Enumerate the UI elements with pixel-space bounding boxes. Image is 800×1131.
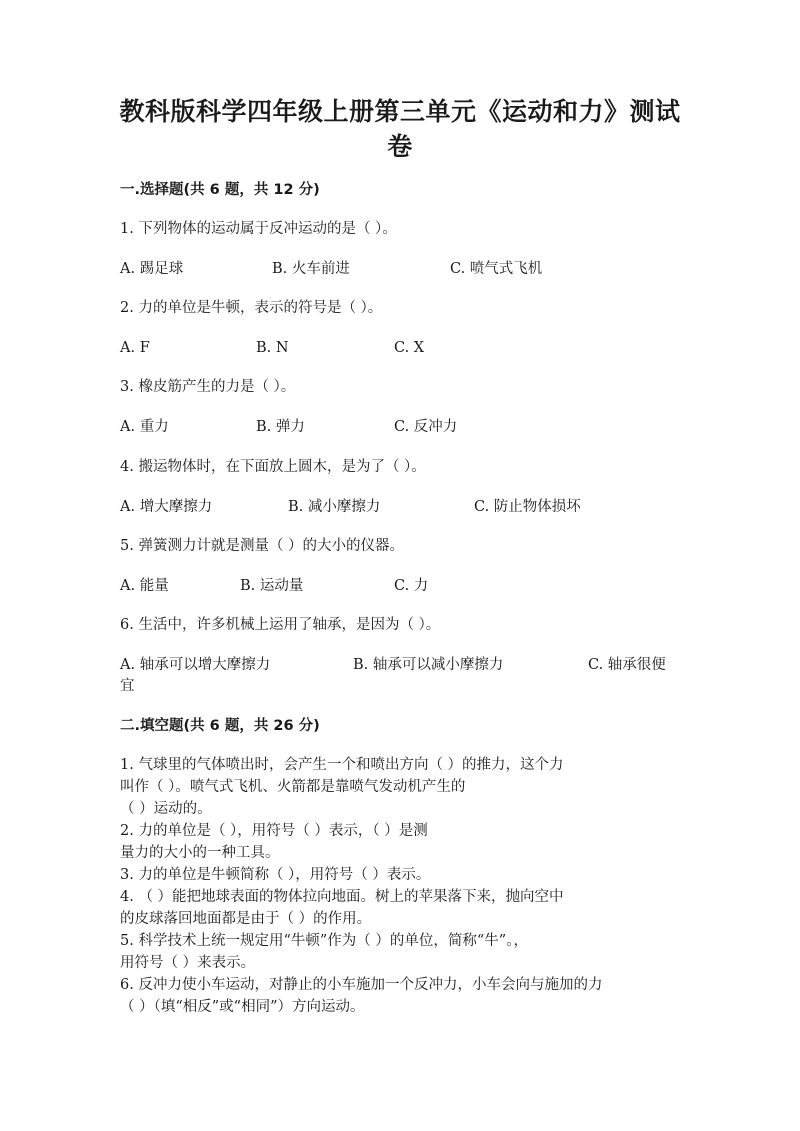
question-4-stem: 4. 搬运物体时，在下面放上圆木，是为了（ ）。 [120,459,426,475]
question-1-option-a: A. 踢足球 [120,261,184,277]
fill-line-11: 6. 反冲力使小车运动，对静止的小车施加一个反冲力，小车会向与施加的力 [120,977,603,993]
question-4-options [120,497,680,519]
question-4-option-b: B. 减小摩擦力 [288,499,381,515]
fill-line-6: 3. 力的单位是牛顿简称（ ），用符号（ ）表示。 [120,867,431,883]
question-1-option-c: C. 喷气式飞机 [450,261,543,277]
question-6-stem: 6. 生活中，许多机械上运用了轴承，是因为（ ）。 [120,617,441,633]
question-5-option-c: C. 力 [394,578,429,594]
question-6-option-b: B. 轴承可以减小摩擦力 [353,657,504,673]
question-2-option-c: C. X [394,340,425,356]
question-4-option-c: C. 防止物体损坏 [474,499,581,515]
fill-line-9: 5. 科学技术上统一规定用“牛顿”作为（ ）的单位，简称“牛”。， [120,933,528,949]
fill-line-2: 叫作（ ）。喷气式飞机、火箭都是靠喷气发动机产生的 [120,779,466,795]
fill-line-5: 量力的大小的一种工具。 [120,845,280,861]
question-2-stem: 2. 力的单位是牛顿，表示的符号是（ ）。 [120,300,383,316]
title-line-2: 卷 [387,132,413,161]
question-2-option-b: B. N [256,340,289,356]
question-2-options [120,338,680,360]
question-3-option-c: C. 反冲力 [394,419,458,435]
question-6-options [120,655,680,699]
question-6-option-c-continued: 宜 [120,678,135,694]
question-1-options [120,259,680,281]
question-6-option-a: A. 轴承可以增大摩擦力 [120,657,271,673]
fill-line-12: （ ）（填“相反”或“相同”）方向运动。 [120,999,365,1015]
question-4-option-a: A. 增大摩擦力 [120,499,213,515]
fill-line-3: （ ）运动的。 [120,801,212,817]
question-5-options [120,576,680,598]
question-5-option-b: B. 运动量 [240,578,304,594]
title-line-1: 教科版科学四年级上册第三单元《运动和力》测试 [119,97,681,126]
fill-line-8: 的皮球落回地面都是由于（ ）的作用。 [120,911,372,927]
question-3-stem: 3. 橡皮筋产生的力是（ ）。 [120,379,296,395]
question-5-stem: 5. 弹簧测力计就是测量（ ）的大小的仪器。 [120,538,405,554]
question-1-stem: 1. 下列物体的运动属于反冲运动的是（ ）。 [120,221,397,237]
fill-line-10: 用符号（ ）来表示。 [120,955,256,971]
section-heading-choice: 一.选择题(共 6 题，共 12 分) [120,182,320,198]
fill-in-questions [120,754,680,1018]
question-6-option-c: C. 轴承很便 [588,657,666,673]
fill-line-4: 2. 力的单位是（ ），用符号（ ）表示，（ ）是测 [120,823,428,839]
question-1-option-b: B. 火车前进 [272,261,350,277]
question-5-option-a: A. 能量 [120,578,169,594]
fill-line-7: 4. （ ）能把地球表面的物体拉向地面。树上的苹果落下来，抛向空中 [120,889,564,905]
fill-line-1: 1. 气球里的气体喷出时，会产生一个和喷出方向（ ）的推力，这个力 [120,757,564,773]
question-3-option-b: B. 弹力 [256,419,305,435]
section-heading-fill: 二.填空题(共 6 题，共 26 分) [120,718,320,734]
question-3-options [120,417,680,439]
exam-title [118,94,682,164]
question-2-option-a: A. F [120,340,150,356]
question-3-option-a: A. 重力 [120,419,169,435]
